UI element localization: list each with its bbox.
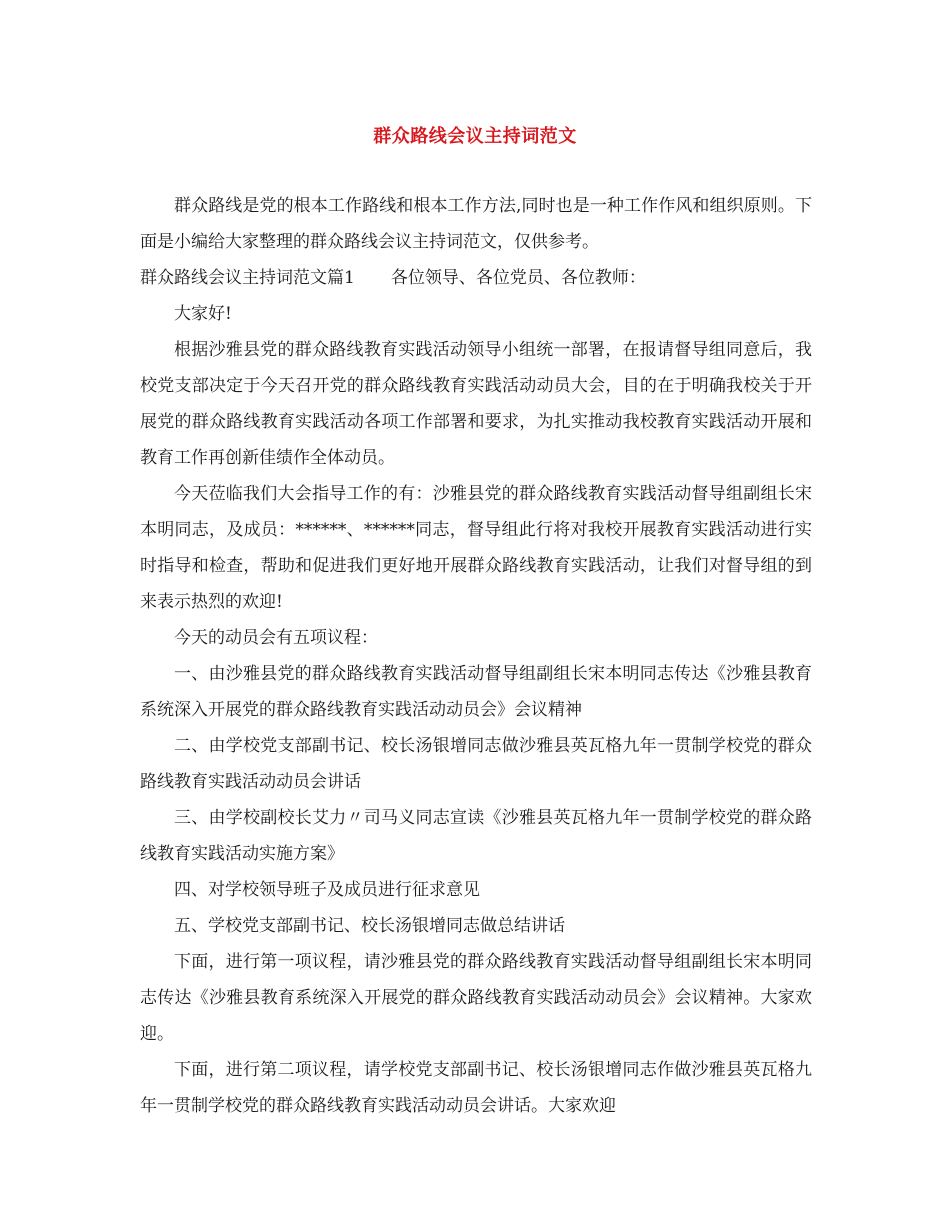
paragraph-background: 根据沙雅县党的群众路线教育实践活动领导小组统一部署，在报请督导组同意后，我校党支部决定于今天召开党的群众路线教育实践活动动员大会，目的在于明确我校关于开展党的群众路线教育实践活动各项工作部署和要求，为扎实推动我校教育实践活动开展和教育工作再创新佳绩作全体动员。 bbox=[140, 340, 812, 468]
paragraph-greeting: 大家好! bbox=[174, 304, 232, 324]
agenda-item-4: 四、对学校领导班子及成员进行征求意见 bbox=[174, 880, 480, 900]
document-body bbox=[140, 188, 812, 1124]
agenda-item-3: 三、由学校副校长艾力〃司马义同志宣读《沙雅县英瓦格九年一贯制学校党的群众路线教育实践活动实施方案》 bbox=[140, 808, 812, 864]
salutation: 各位领导、各位党员、各位教师： bbox=[390, 268, 646, 288]
paragraph-second-item: 下面，进行第二项议程，请学校党支部副书记、校长汤银增同志作做沙雅县英瓦格九年一贯制学校党的群众路线教育实践活动动员会讲话。大家欢迎 bbox=[140, 1060, 812, 1116]
agenda-item-5: 五、学校党支部副书记、校长汤银增同志做总结讲话 bbox=[174, 916, 565, 936]
agenda-item-2: 二、由学校党支部副书记、校长汤银增同志做沙雅县英瓦格九年一贯制学校党的群众路线教育实践活动动员会讲话 bbox=[140, 736, 812, 792]
intro-paragraph: 群众路线是党的根本工作路线和根本工作方法,同时也是一种工作作风和组织原则。下面是小编给大家整理的群众路线会议主持词范文，仅供参考。 bbox=[140, 196, 812, 252]
section-heading-line bbox=[140, 260, 812, 296]
paragraph-guests: 今天莅临我们大会指导工作的有：沙雅县党的群众路线教育实践活动督导组副组长宋本明同志，及成员：******、******同志，督导组此行将对我校开展教育实践活动进行实时指导和检查，帮助和促进我们更好地开展群众路线教育实践活动，让我们对督导组的到来表示热烈的欢迎! bbox=[140, 484, 812, 612]
paragraph-agenda-intro: 今天的动员会有五项议程： bbox=[174, 628, 378, 648]
document-title: 群众路线会议主持词范文 bbox=[373, 126, 577, 147]
section-label: 群众路线会议主持词范文篇1 bbox=[140, 268, 355, 288]
agenda-item-1: 一、由沙雅县党的群众路线教育实践活动督导组副组长宋本明同志传达《沙雅县教育系统深入开展党的群众路线教育实践活动动员会》会议精神 bbox=[140, 664, 812, 720]
paragraph-first-item: 下面，进行第一项议程，请沙雅县党的群众路线教育实践活动督导组副组长宋本明同志传达《沙雅县教育系统深入开展党的群众路线教育实践活动动员会》会议精神。大家欢迎。 bbox=[140, 952, 812, 1044]
